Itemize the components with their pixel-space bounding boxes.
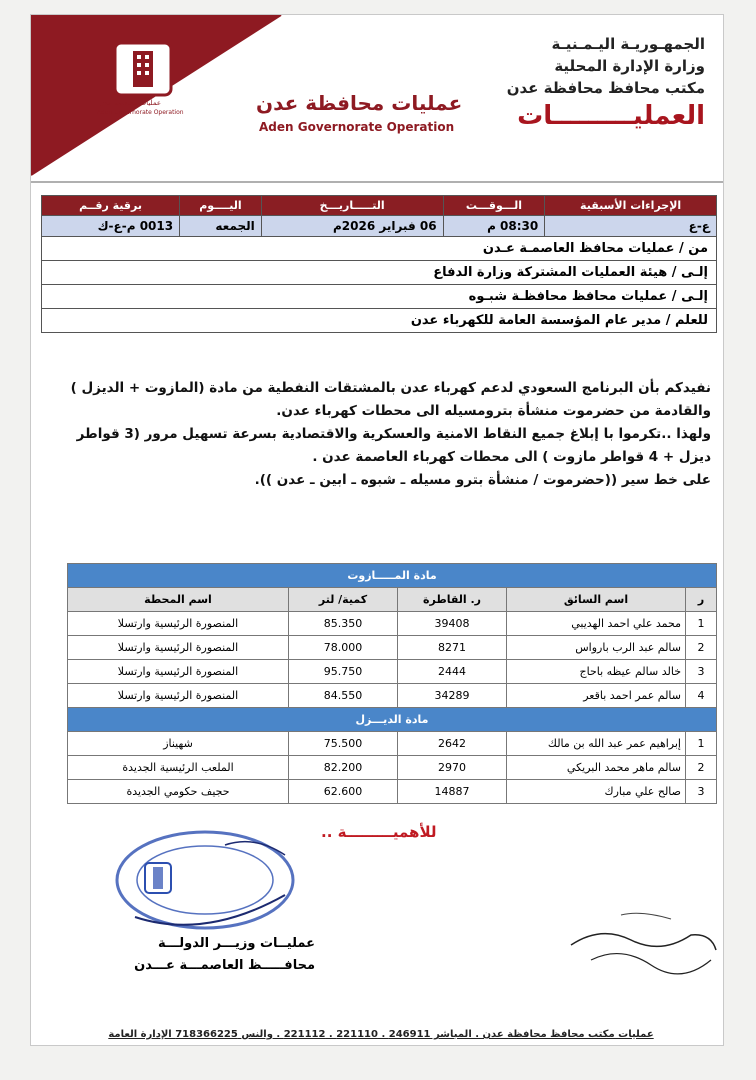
signature-scribble-icon [561, 905, 721, 995]
quantity: 75.500 [289, 732, 398, 756]
logo-caption-en: Aden Governorate Operation [97, 109, 184, 116]
row-index: 2 [686, 756, 717, 780]
diesel-section-title: مادة الديـــزل [68, 708, 717, 732]
quantity: 95.750 [289, 660, 398, 684]
telegram-meta-table [41, 195, 717, 237]
to-line-1: إلـى / هيئة العمليات المشتركة وزارة الدفاع [41, 261, 717, 285]
station-name: المنصورة الرئيسية وارتسلا [68, 636, 289, 660]
procedure-value: ع-ع [545, 216, 717, 237]
station-name: الملعب الرئيسية الجديدة [68, 756, 289, 780]
day-value: الجمعه [180, 216, 262, 237]
diesel-rows [68, 732, 717, 804]
handwritten-signature [561, 905, 721, 995]
government-heading [506, 33, 705, 131]
row-index: 4 [686, 684, 717, 708]
body-paragraph-2: ولهذا ..تكرموا با إبلاغ جميع النقاط الامنية والعسكرية والاقتصادية بسرعة تسهيل مرور (3 قواطر ديزل + 4 قواطر مازوت ) الى محطات كهرباء العاصمة عدن . [76, 426, 711, 465]
truck-number: 34289 [398, 684, 507, 708]
telegram-number-header: برقية رقــم [42, 196, 180, 216]
station-name: حجيف حكومي الجديدة [68, 780, 289, 804]
footer-contacts: عمليات مكتب محافظ محافظة عدن . المباشر 246911 . 221110 . 221112 . والنس 718366225 الإدارة العامة [108, 1029, 654, 1040]
office-stamp [105, 825, 315, 935]
truck-number: 2642 [398, 732, 507, 756]
letter-body [51, 377, 711, 492]
driver-name: خالد سالم عيظه باحاج [507, 660, 686, 684]
table-row [68, 636, 717, 660]
row-index: 1 [686, 732, 717, 756]
trucks-table [67, 563, 717, 804]
table-row [68, 756, 717, 780]
letterhead [31, 15, 723, 183]
logo-caption-ar: عمليات محافظة عدن [99, 99, 162, 107]
quantity: 78.000 [289, 636, 398, 660]
table-row [68, 780, 717, 804]
table-row [68, 732, 717, 756]
table-row [68, 612, 717, 636]
cc-line: للعلم / مدير عام المؤسسة العامة للكهرباء عدن [41, 309, 717, 333]
quantity: 84.550 [289, 684, 398, 708]
office-name: مكتب محافظ محافظة عدن [506, 79, 705, 97]
signature-title-2: محافـــــظ العاصمـــة عـــدن [134, 958, 315, 973]
trucks-table-wrapper [67, 563, 717, 804]
station-name: شهيناز [68, 732, 289, 756]
table-row [68, 684, 717, 708]
procedure-header: الإجراءات الأسبقية [545, 196, 717, 216]
col-station: اسم المحطة [68, 588, 289, 612]
row-index: 1 [686, 612, 717, 636]
driver-name: سالم عمر احمد باقعر [507, 684, 686, 708]
truck-number: 8271 [398, 636, 507, 660]
truck-number: 14887 [398, 780, 507, 804]
quantity: 82.200 [289, 756, 398, 780]
col-index: ر [686, 588, 717, 612]
body-paragraph-1: نفيدكم بأن البرنامج السعودي لدعم كهرباء عدن بالمشتقات النفطية من مادة (المازوت + الديزل ) والقادمة من حضرموت منشأة بترومسيله الى محطات كهرباء عدن. [70, 380, 711, 419]
col-truck-number: ر. القاطرة [398, 588, 507, 612]
to-line-2: إلـى / عمليات محافظ محافظـة شبـوه [41, 285, 717, 309]
date-value: 06 فبراير 2026م [261, 216, 443, 237]
department-title: العمليـــــــــات [517, 101, 705, 131]
station-name: المنصورة الرئيسية وارتسلا [68, 660, 289, 684]
ministry-name: وزارة الإدارة المحلية [554, 57, 705, 75]
document-page [30, 14, 724, 1046]
from-line: من / عمليات محافظ العاصمـة عـدن [41, 237, 717, 261]
signature-title-1: عمليــات وزيـــر الدولـــة [158, 936, 315, 951]
driver-name: سالم عبد الرب بارواس [507, 636, 686, 660]
quantity: 62.600 [289, 780, 398, 804]
body-paragraph-3: على خط سير ((حضرموت / منشأة بترو مسيله ـ شبوه ـ ابين ـ عدن )). [254, 472, 711, 488]
driver-name: إبراهيم عمر عبد الله بن مالك [507, 732, 686, 756]
truck-number: 2970 [398, 756, 507, 780]
importance-note: للأهميـــــــــة .. [321, 823, 437, 841]
country-name: الجمهـوريـة اليـمـنيـة [551, 35, 705, 53]
driver-name: صالح علي مبارك [507, 780, 686, 804]
truck-number: 2444 [398, 660, 507, 684]
row-index: 3 [686, 660, 717, 684]
driver-name: سالم ماهر محمد البريكي [507, 756, 686, 780]
time-header: الـــوقـــت [443, 196, 545, 216]
building-logo-icon [95, 39, 191, 99]
telegram-number-value: 0013 م-ع-ك [42, 216, 180, 237]
driver-name: محمد علي احمد الهديبي [507, 612, 686, 636]
telegram-info [41, 195, 717, 333]
mazut-rows [68, 612, 717, 708]
mazut-section-title: مادة المـــــازوت [68, 564, 717, 588]
station-name: المنصورة الرئيسية وارتسلا [68, 684, 289, 708]
row-index: 2 [686, 636, 717, 660]
signature-block [85, 933, 315, 977]
date-header: التـــــاريـــخ [261, 196, 443, 216]
brand-title-ar: عمليات محافظة عدن [256, 91, 463, 115]
day-header: اليــــوم [180, 196, 262, 216]
quantity: 85.350 [289, 612, 398, 636]
brand-title-en: Aden Governorate Operation [259, 120, 455, 134]
round-stamp-icon [105, 825, 315, 935]
station-name: المنصورة الرئيسية وارتسلا [68, 612, 289, 636]
row-index: 3 [686, 780, 717, 804]
time-value: 08:30 م [443, 216, 545, 237]
truck-number: 39408 [398, 612, 507, 636]
col-driver: اسم السائق [507, 588, 686, 612]
table-row [68, 660, 717, 684]
col-quantity: كمية/ لتر [289, 588, 398, 612]
